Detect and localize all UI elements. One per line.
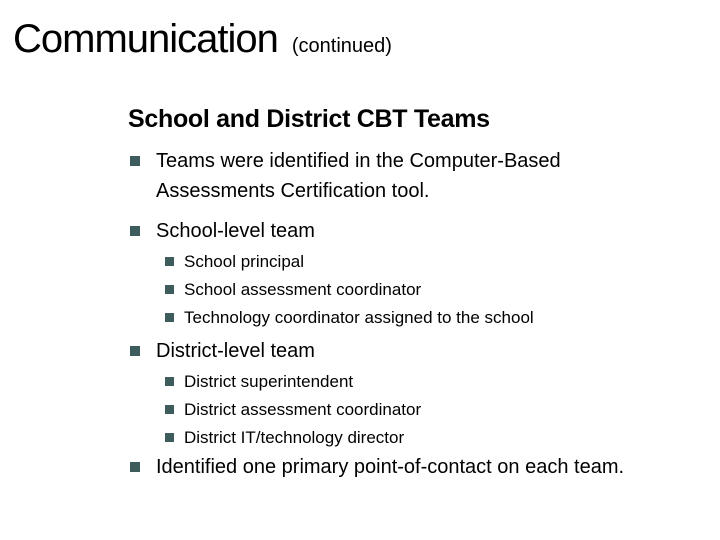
list-item <box>128 396 688 424</box>
slide-title-text: Communication <box>13 17 278 61</box>
list-item-text: Teams were identified in the Computer-Based Assessments Certification tool. <box>156 150 561 202</box>
list-item <box>128 452 688 482</box>
slide-title-suffix: (continued) <box>291 35 392 57</box>
bullet-square-icon <box>165 257 174 266</box>
list-item <box>128 216 688 246</box>
list-item-text: School-level team <box>156 220 315 242</box>
list-item-text: School principal <box>184 252 305 271</box>
list-item <box>128 304 688 332</box>
bullet-square-icon <box>130 156 140 166</box>
list-item-text: Identified one primary point-of-contact on each team. <box>156 456 625 478</box>
bullet-square-icon <box>165 285 174 294</box>
bullet-square-icon <box>130 346 140 356</box>
list-item <box>128 424 688 452</box>
list-item-text: Technology coordinator assigned to the school <box>184 308 534 327</box>
list-item <box>128 276 688 304</box>
list-item <box>128 368 688 396</box>
section-heading: School and District CBT Teams <box>128 105 490 133</box>
bullet-list <box>128 146 688 482</box>
bullet-square-icon <box>130 462 140 472</box>
list-item-text: District superintendent <box>184 372 354 391</box>
list-item <box>128 248 688 276</box>
slide-title <box>13 16 392 62</box>
slide-body <box>128 104 688 482</box>
list-item-text: District assessment coordinator <box>184 400 422 419</box>
bullet-square-icon <box>165 405 174 414</box>
list-item-text: District IT/technology director <box>184 428 405 447</box>
list-item-text: School assessment coordinator <box>184 280 422 299</box>
bullet-square-icon <box>165 433 174 442</box>
list-item-text: District-level team <box>156 340 315 362</box>
list-item <box>128 146 688 206</box>
list-item <box>128 336 688 366</box>
bullet-square-icon <box>165 377 174 386</box>
bullet-square-icon <box>130 226 140 236</box>
bullet-square-icon <box>165 313 174 322</box>
